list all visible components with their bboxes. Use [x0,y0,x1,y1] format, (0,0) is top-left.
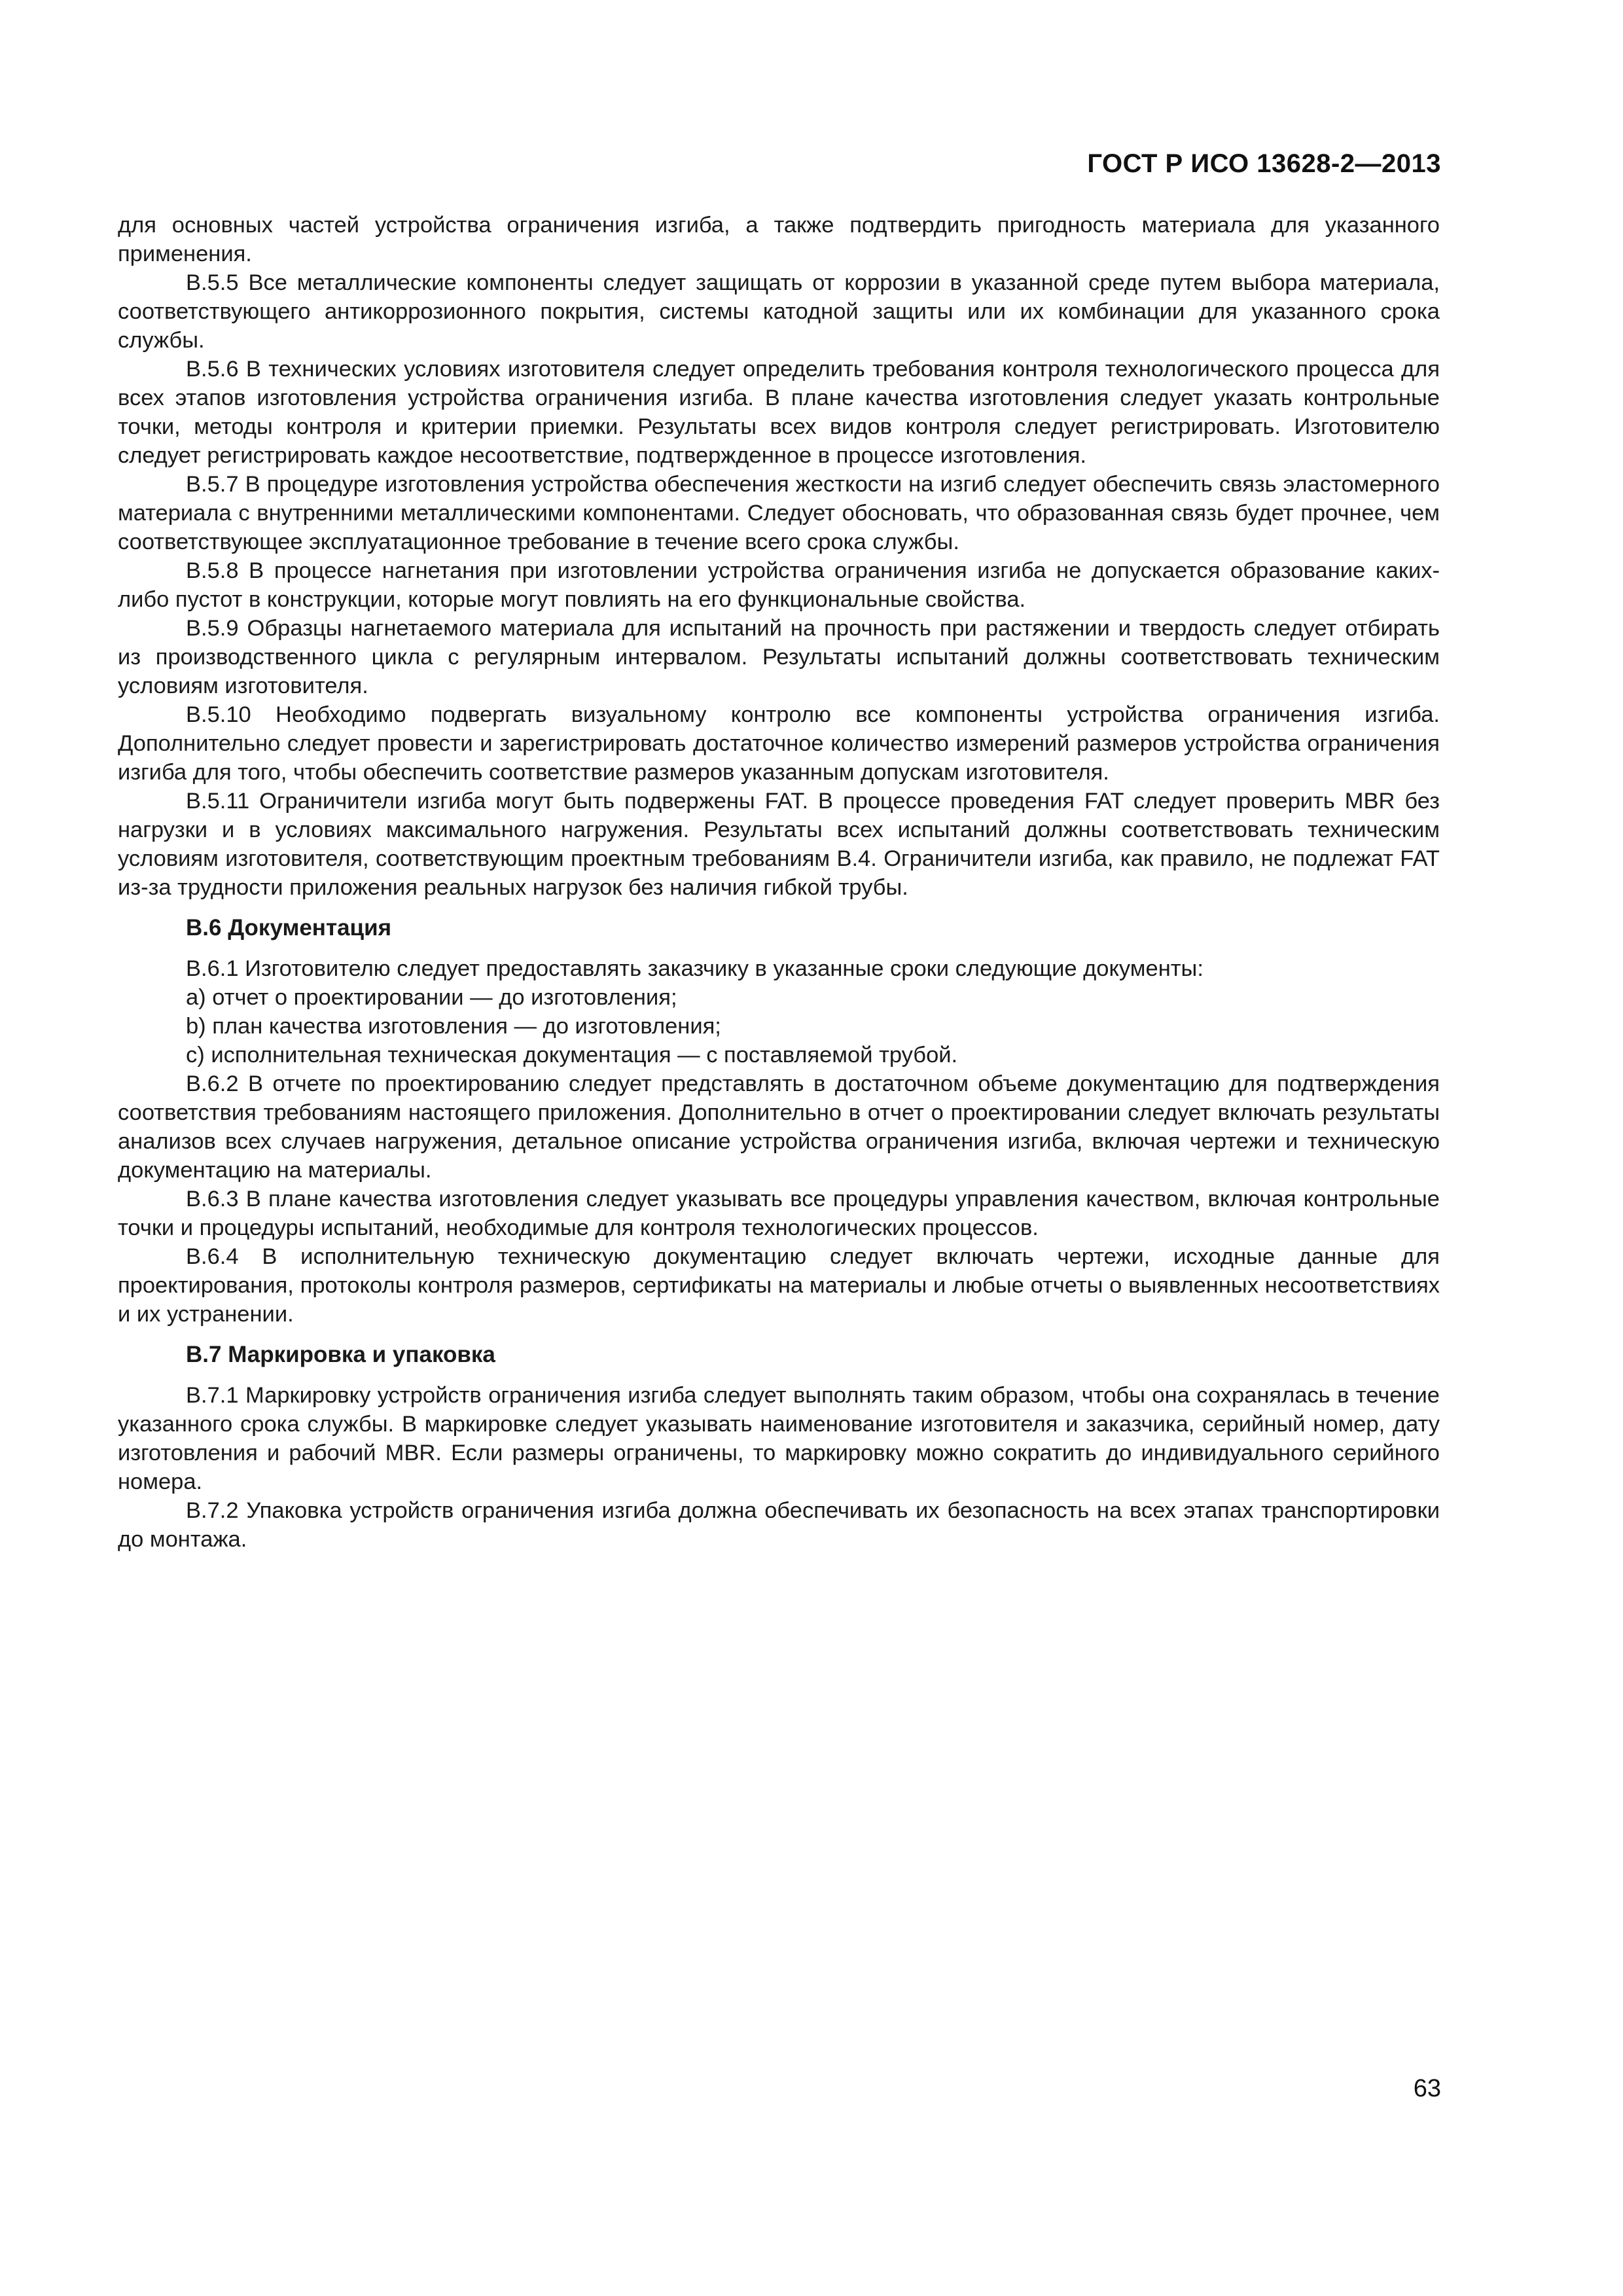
paragraph-b6-1: В.6.1 Изготовителю следует предоставлять заказчику в указанные сроки следующие документы: [186,956,1204,981]
paragraph-b5-8: В.5.8 В процессе нагнетания при изготовлении устройства ограничения изгиба не допускается образование каких-либо пустот в конструкции, которые могут повлиять на его функциональные свойства. [118,558,1440,612]
page-number: 63 [1413,2075,1441,2102]
section-heading-b6: В.6 Документация [186,915,392,941]
paragraph-b5-5: В.5.5 Все металлические компоненты следует защищать от коррозии в указанной среде путем выбора материала, соответствующего антикоррозионного покрытия, системы катодной защиты или их комбинации для указанного срока службы. [118,270,1440,353]
list-item-b6-1-c: c) исполнительная техническая документация — с поставляемой трубой. [186,1043,958,1067]
paragraph-b6-3: В.6.3 В плане качества изготовления следует указывать все процедуры управления качеством, включая контрольные точки и процедуры испытаний, необходимые для контроля технологических процессов. [118,1187,1440,1240]
document-code-header: ГОСТ Р ИСО 13628-2—2013 [1087,149,1441,178]
paragraph-b5-9: В.5.9 Образцы нагнетаемого материала для испытаний на прочность при растяжении и твердость следует отбирать из производственного цикла с регулярным интервалом. Результаты испытаний должны соответствовать техническим условиям изготовителя. [118,616,1440,698]
paragraph-b5-11: В.5.11 Ограничители изгиба могут быть подвержены FAT. В процессе проведения FAT следует проверить MBR без нагрузки и в условиях максимального нагружения. Результаты всех испытаний должны соответствовать техническим условиям изготовителя, соответствующим проектным требованиям В.4. Ограничители изгиба, как правило, не подлежат FAT из-за трудности приложения реальных нагрузок без наличия гибкой трубы. [118,789,1440,900]
paragraph-b7-1: В.7.1 Маркировку устройств ограничения изгиба следует выполнять таким образом, чтобы она сохранялась в течение указанного срока службы. В маркировке следует указывать наименование изготовителя и заказчика, серийный номер, дату изготовления и рабочий MBR. Если размеры ограничены, то маркировку можно сократить до индивидуального серийного номера. [118,1383,1440,1494]
paragraph-b5-7: В.5.7 В процедуре изготовления устройства обеспечения жесткости на изгиб следует обеспечить связь эластомерного материала с внутренними металлическими компонентами. Следует обосновать, что образованная связь будет прочнее, чем соответствующее эксплуатационное требование в течение всего срока службы. [118,472,1440,554]
list-item-b6-1-a: a) отчет о проектировании — до изготовления; [186,985,677,1010]
paragraph-b5-10: В.5.10 Необходимо подвергать визуальному контролю все компоненты устройства ограничения изгиба. Дополнительно следует провести и зарегистрировать достаточное количество измерений размеров устройства ограничения изгиба для того, чтобы обеспечить соответствие размеров указанным допускам изготовителя. [118,702,1440,785]
paragraph-b6-2: В.6.2 В отчете по проектированию следует представлять в достаточном объеме документацию для подтверждения соответствия требованиям настоящего приложения. Дополнительно в отчет о проектировании следует включать результаты анализов всех случаев нагружения, детальное описание устройства ограничения изгиба, включая чертежи и техническую документацию на материалы. [118,1071,1440,1183]
document-body [118,211,1440,1554]
paragraph-b5-6: В.5.6 В технических условиях изготовителя следует определить требования контроля технологического процесса для всех этапов изготовления устройства ограничения изгиба. В плане качества изготовления следует указать контрольные точки, методы контроля и критерии приемки. Результаты всех видов контроля следует регистрировать. Изготовителю следует регистрировать каждое несоответствие, подтвержденное в процессе изготовления. [118,357,1440,468]
paragraph-b6-4: В.6.4 В исполнительную техническую документацию следует включать чертежи, исходные данные для проектирования, протоколы контроля размеров, сертификаты на материалы и любые отчеты о выявленных несоответствиях и их устранении. [118,1244,1440,1327]
list-item-b6-1-b: b) план качества изготовления — до изготовления; [186,1014,721,1039]
section-heading-b7: В.7 Маркировка и упаковка [186,1342,495,1367]
paragraph-b7-2: В.7.2 Упаковка устройств ограничения изгиба должна обеспечивать их безопасность на всех этапах транспортировки до монтажа. [118,1498,1440,1552]
paragraph-intro: для основных частей устройства ограничения изгиба, а также подтвердить пригодность материала для указанного применения. [118,213,1440,266]
